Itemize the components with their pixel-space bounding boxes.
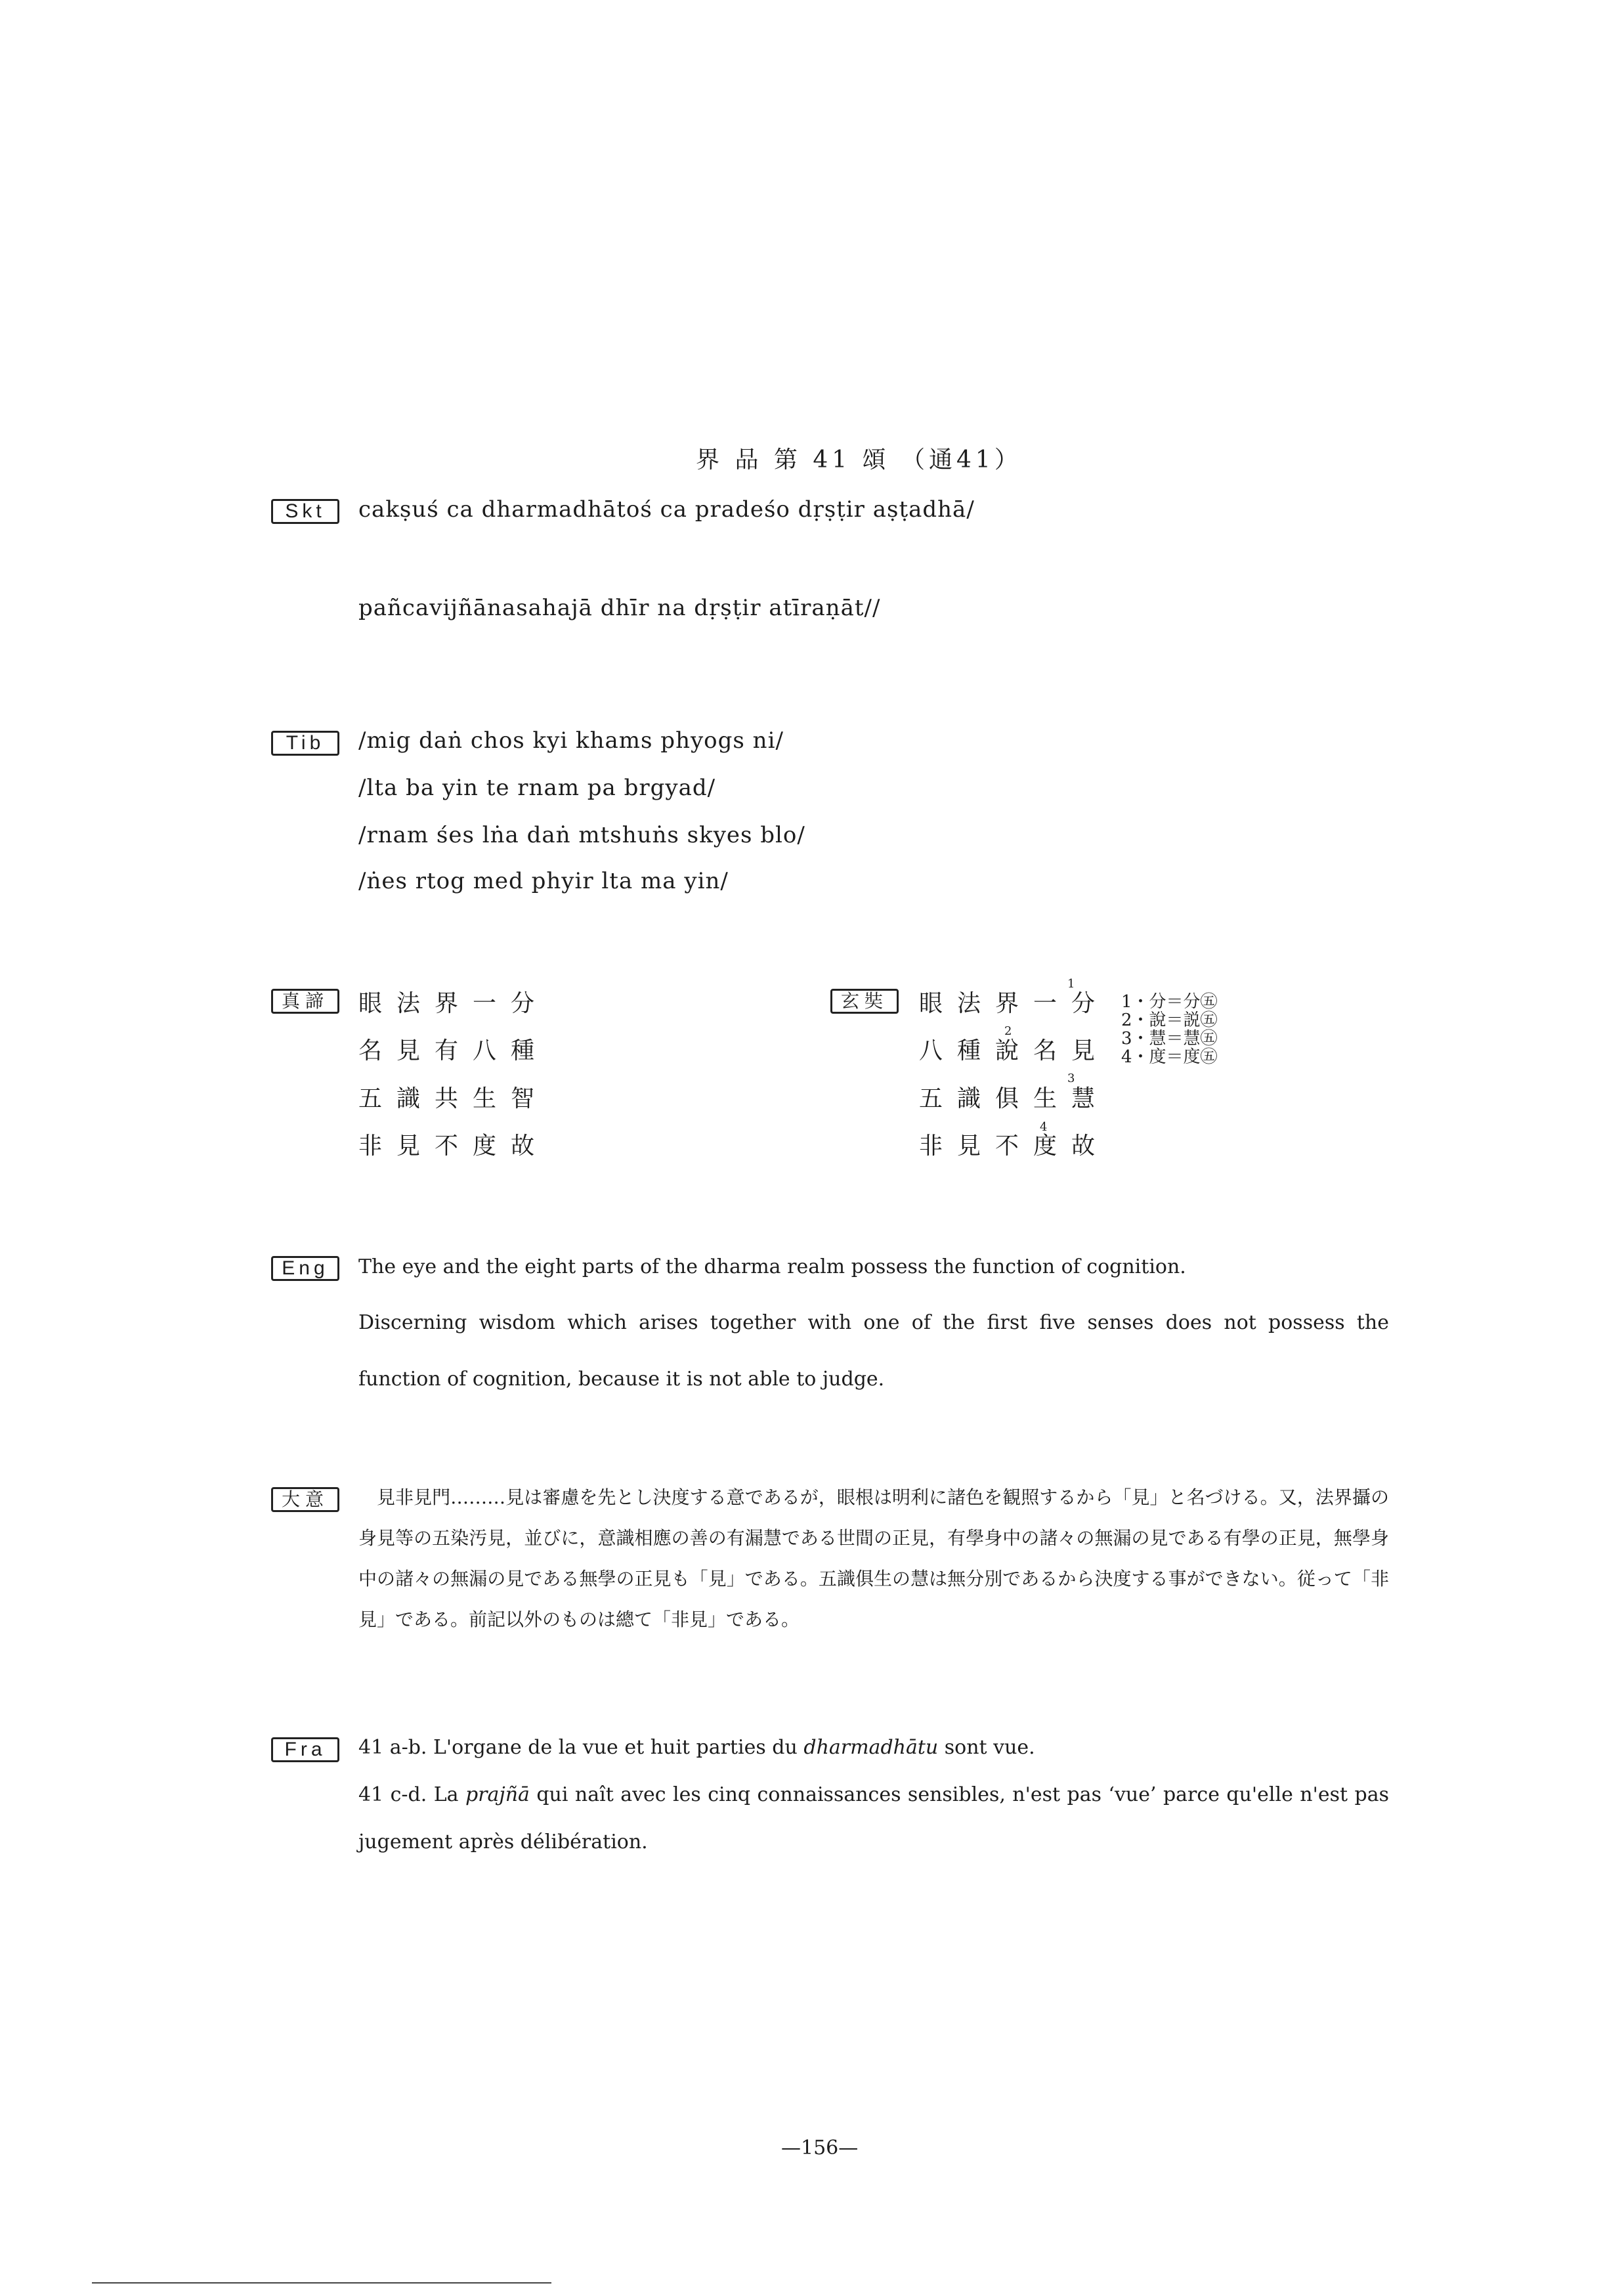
genjo-line-2: 八種說名見	[919, 1037, 1110, 1064]
textual-note-4: 4・度＝度㊄	[1121, 1047, 1218, 1067]
tib-line-1: /mig daṅ chos kyi khams phyogs ni/	[358, 727, 784, 754]
textual-note-1: 1・分＝分㊄	[1121, 992, 1218, 1012]
shindai-line-4: 非見不度故	[358, 1133, 549, 1159]
taii-tag: 大意	[271, 1487, 339, 1512]
skt-tag: Skt	[271, 499, 339, 524]
eng-line-1: The eye and the eight parts of the dharma realm possess the function of cognition.	[358, 1255, 1186, 1278]
textual-note-3: 3・慧＝慧㊄	[1121, 1029, 1218, 1049]
skt-line-1: cakṣuś ca dharmadhātoś ca pradeśo dṛṣṭir aṣṭadhā/	[358, 496, 975, 523]
page-number: —156—	[781, 2136, 859, 2159]
eng-line-2: Discerning wisdom which arises together with one of the first five senses does not possess the function of cognition, because it is not able to judge.	[358, 1311, 1389, 1391]
tib-tag: Tib	[271, 731, 339, 756]
fra-line-2	[358, 1771, 1389, 1866]
taii-paragraph: 見非見門………見は審慮を先とし決度する意であるが，眼根は明利に諸色を観照するから「見」と名づける。又，法界攝の身見等の五染汚見，並びに，意識相應の善の有漏慧である世間の正見，有學身中の諸々の無漏の見である有學の正見，無學身中の諸々の無漏の見である無學の正見も「見」である。五識俱生の慧は無分別であるから決度する事ができない。従って「非見」である。前記以外のものは總て「非見」である。	[358, 1486, 1389, 1630]
shindai-line-1: 眼法界一分	[358, 990, 549, 1017]
fra-line-1	[358, 1724, 1389, 1771]
page-title: 界 品 第 41 頌 （通41）	[696, 446, 1022, 473]
note-marker-1: 1	[1067, 977, 1075, 991]
fra-line-1-text: 41 a-b. L'organe de la vue et huit parties du	[358, 1736, 804, 1759]
note-marker-3: 3	[1067, 1072, 1075, 1085]
shindai-tag: 真諦	[271, 989, 339, 1014]
fra-line-1-end: sont vue.	[938, 1736, 1035, 1759]
note-marker-2: 2	[1004, 1024, 1012, 1038]
genjo-tag: 玄奘	[830, 989, 899, 1014]
tib-line-3: /rnam śes lṅa daṅ mtshuṅs skyes blo/	[358, 822, 805, 848]
fra-line-2-text: 41 c-d. La	[358, 1783, 465, 1806]
fra-term-prajna: prajñā	[465, 1783, 530, 1806]
genjo-line-4: 非見不度故	[919, 1133, 1110, 1159]
bottom-rule	[92, 2282, 551, 2284]
shindai-line-2: 名見有八種	[358, 1037, 549, 1064]
tib-line-2: /lta ba yin te rnam pa brgyad/	[358, 775, 716, 801]
textual-note-2: 2・說＝説㊄	[1121, 1010, 1218, 1030]
genjo-line-3: 五識俱生慧	[919, 1085, 1110, 1112]
genjo-line-1: 眼法界一分	[919, 990, 1110, 1017]
shindai-line-3: 五識共生智	[358, 1085, 549, 1112]
tib-line-4: /ṅes rtog med phyir lta ma yin/	[358, 868, 729, 894]
skt-line-2: pañcavijñānasahajā dhīr na dṛṣṭir atīraṇāt//	[358, 595, 881, 621]
note-marker-4: 4	[1040, 1120, 1048, 1134]
eng-tag: Eng	[271, 1256, 339, 1281]
fra-term-dharmadhatu: dharmadhātu	[803, 1736, 939, 1759]
fra-line-2-end: qui naît avec les cinq connaissances sensibles, n'est pas ‘vue’ parce qu'elle n'est pas jugement après délibération.	[358, 1783, 1389, 1853]
fra-tag: Fra	[271, 1737, 339, 1762]
